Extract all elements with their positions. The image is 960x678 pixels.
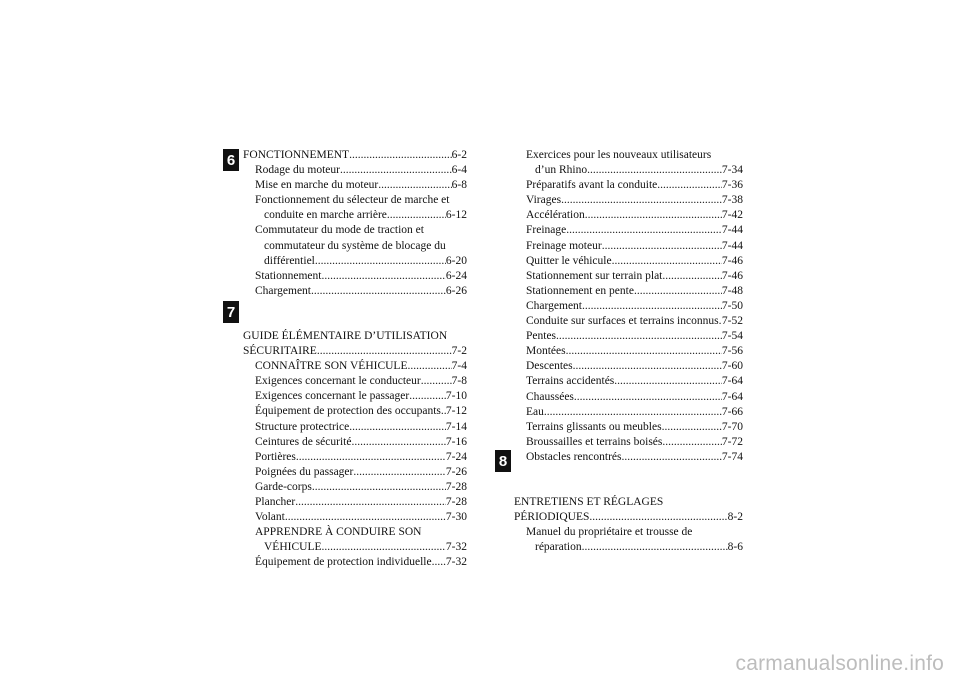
- toc-entry-page: 7-44: [721, 224, 743, 237]
- toc-entry[interactable]: [514, 510, 743, 525]
- toc-entry-title: Exigences concernant le conducteur: [255, 375, 421, 388]
- toc-entry[interactable]: [243, 389, 467, 404]
- toc-entry[interactable]: [514, 254, 743, 269]
- toc-entry-title: CONNAÎTRE SON VÉHICULE: [255, 360, 408, 373]
- toc-entry-title: Eau: [526, 405, 544, 418]
- toc-entry-title: Portières: [255, 450, 296, 463]
- toc-entry-page: 7-34: [721, 164, 743, 177]
- toc-entry[interactable]: [514, 405, 743, 420]
- toc-entry[interactable]: [514, 178, 743, 193]
- toc-entry-title: Mise en marche du moteur: [255, 179, 379, 192]
- toc-entry-page: 7-64: [721, 375, 743, 388]
- toc-entry[interactable]: [514, 223, 743, 238]
- toc-entry-title: Broussailles et terrains boisés: [526, 435, 663, 448]
- toc-entry-page: 8-6: [727, 541, 743, 554]
- toc-entry-page: 6-4: [451, 164, 467, 177]
- toc-entry[interactable]: [243, 208, 467, 223]
- toc-entry-page: 7-74: [721, 450, 743, 463]
- toc-entry-title: Chargement: [526, 299, 582, 312]
- toc-entry-page: 6-2: [451, 149, 467, 161]
- section-tab-8: 8: [495, 450, 511, 472]
- toc-entry-page: 7-56: [721, 345, 743, 358]
- toc-entry[interactable]: [514, 299, 743, 314]
- toc-entry[interactable]: [243, 269, 467, 284]
- toc-entry[interactable]: [243, 254, 467, 269]
- toc-entry[interactable]: [514, 450, 743, 465]
- toc-entry[interactable]: [243, 510, 467, 525]
- toc-entry-title: réparation: [535, 541, 582, 554]
- toc-entry[interactable]: [514, 329, 743, 344]
- toc-entry-page: 6-24: [445, 269, 467, 282]
- toc-entry-page: 7-48: [721, 284, 743, 297]
- toc-entry-page: 7-26: [445, 465, 467, 478]
- toc-entry-page: 7-42: [721, 209, 743, 222]
- toc-entry-title: Exigences concernant le passager: [255, 390, 410, 403]
- toc-entry[interactable]: [514, 314, 743, 329]
- toc-entry-page: 6-12: [445, 209, 467, 222]
- toc-entry[interactable]: [514, 359, 743, 374]
- toc-entry[interactable]: [243, 555, 467, 570]
- toc-entry-page: 7-54: [721, 330, 743, 343]
- toc-entry-title: Obstacles rencontrés: [526, 450, 622, 463]
- toc-entry-page: 7-52: [721, 315, 743, 328]
- toc-entry-title: Équipement de protection des occupants: [255, 405, 441, 418]
- toc-entry-page: 7-38: [721, 194, 743, 207]
- toc-entry[interactable]: [514, 163, 743, 178]
- toc-entry-page: 7-32: [445, 556, 467, 569]
- toc-entry-title: Descentes: [526, 360, 573, 373]
- toc-entry-title: Stationnement: [255, 269, 322, 282]
- toc-entry-continued: APPRENDRE À CONDUIRE SON: [255, 526, 422, 539]
- toc-entry-continued: Fonctionnement du sélecteur de marche et: [255, 194, 450, 207]
- toc-entry[interactable]: [514, 269, 743, 284]
- toc-entry-page: 7-8: [451, 375, 467, 388]
- toc-entry-title: d’un Rhino: [535, 164, 588, 177]
- toc-entry-page: 6-26: [445, 284, 467, 297]
- toc-entry-title: Quitter le véhicule: [526, 254, 612, 267]
- toc-entry-page: 7-28: [445, 480, 467, 493]
- toc-entry[interactable]: [514, 239, 743, 254]
- toc-entry[interactable]: [514, 540, 743, 555]
- toc-entry[interactable]: [243, 163, 467, 178]
- toc-entry[interactable]: [243, 148, 467, 163]
- toc-entry-page: 7-4: [451, 360, 467, 373]
- toc-entry[interactable]: [243, 374, 467, 389]
- toc-entry-title: Stationnement en pente: [526, 284, 634, 297]
- toc-entry-page: 7-50: [721, 299, 743, 312]
- toc-entry-page: 7-64: [721, 390, 743, 403]
- toc-entry-continued: GUIDE ÉLÉMENTAIRE D’UTILISATION: [243, 329, 448, 342]
- toc-entry-page: 7-14: [445, 420, 467, 433]
- toc-entry-title: Terrains glissants ou meubles: [526, 420, 662, 433]
- section-tab-7: 7: [223, 301, 239, 323]
- toc-entry[interactable]: [514, 435, 743, 450]
- toc-entry[interactable]: [243, 420, 467, 435]
- toc-entry-page: 7-72: [721, 435, 743, 448]
- toc-entry-page: 7-46: [721, 269, 743, 282]
- toc-entry-title: conduite en marche arrière: [264, 209, 387, 222]
- toc-entry-page: 7-32: [445, 541, 467, 554]
- toc-entry-title: VÉHICULE: [264, 541, 322, 554]
- toc-entry-page: 7-46: [721, 254, 743, 267]
- toc-entry[interactable]: [243, 344, 467, 359]
- toc-entry-page: 7-28: [445, 495, 467, 508]
- toc-entry-title: Équipement de protection individuelle: [255, 556, 432, 569]
- toc-entry[interactable]: [243, 404, 467, 419]
- toc-entry-title: Chaussées: [526, 390, 574, 403]
- toc-entry-page: 7-10: [445, 390, 467, 403]
- toc-entry[interactable]: [243, 435, 467, 450]
- toc-entry[interactable]: [243, 284, 467, 299]
- toc-entry-page: 7-70: [721, 420, 743, 433]
- toc-entry-title: Freinage moteur: [526, 239, 602, 252]
- toc-entry-title: Montées: [526, 345, 566, 358]
- toc-entry[interactable]: [514, 284, 743, 299]
- toc-entry[interactable]: [514, 420, 743, 435]
- section-tab-6: 6: [223, 149, 239, 171]
- toc-entry-continued: Manuel du propriétaire et trousse de: [526, 526, 693, 539]
- toc-entry-page: 8-2: [727, 511, 743, 524]
- toc-entry-title: Accélération: [526, 209, 585, 222]
- toc-column-right: [514, 148, 743, 555]
- toc-entry-title: PÉRIODIQUES: [514, 511, 590, 524]
- toc-entry[interactable]: [243, 359, 467, 374]
- toc-column-left: [243, 148, 467, 570]
- toc-entry[interactable]: [514, 390, 743, 405]
- toc-entry-title: Structure protectrice: [255, 420, 350, 433]
- toc-entry-title: différentiel: [264, 254, 315, 267]
- toc-entry-title: FONCTIONNEMENT: [243, 149, 350, 161]
- toc-entry-continued: ENTRETIENS ET RÉGLAGES: [514, 495, 664, 508]
- toc-entry-title: Stationnement sur terrain plat: [526, 269, 663, 282]
- toc-entry-title: Garde-corps: [255, 480, 312, 493]
- toc-entry[interactable]: [514, 193, 743, 208]
- toc-entry-title: Plancher: [255, 495, 296, 508]
- toc-entry-title: Virages: [526, 194, 562, 207]
- toc-entry-continued: Commutateur du mode de traction et: [255, 224, 424, 237]
- toc-entry-title: Rodage du moteur: [255, 164, 340, 177]
- toc-entry-title: Conduite sur surfaces et terrains inconnus: [526, 315, 719, 328]
- toc-entry-page: 7-16: [445, 435, 467, 448]
- toc-entry-continued: Exercices pour les nouveaux utilisateurs: [526, 149, 712, 161]
- toc-entry[interactable]: [243, 465, 467, 480]
- toc-entry[interactable]: [243, 540, 467, 555]
- toc-entry-page: 7-36: [721, 179, 743, 192]
- toc-entry[interactable]: [514, 374, 743, 389]
- toc-entry-page: 7-2: [451, 345, 467, 358]
- toc-entry-page: 7-30: [445, 511, 467, 524]
- toc-entry[interactable]: [243, 495, 467, 510]
- toc-entry[interactable]: [243, 178, 467, 193]
- toc-entry-page: 7-24: [445, 450, 467, 463]
- toc-entry-title: Volant: [255, 511, 285, 524]
- toc-entry-title: Ceintures de sécurité: [255, 435, 352, 448]
- toc-entry-continued: commutateur du système de blocage du: [264, 239, 446, 252]
- toc-entry[interactable]: [243, 450, 467, 465]
- toc-entry-page: 7-12: [445, 405, 467, 418]
- toc-entry-page: 7-60: [721, 360, 743, 373]
- toc-entry-title: Freinage: [526, 224, 567, 237]
- toc-entry-page: 7-66: [721, 405, 743, 418]
- toc-entry-title: Poignées du passager: [255, 465, 354, 478]
- toc-entry-title: SÉCURITAIRE: [243, 345, 317, 358]
- toc-entry-title: Préparatifs avant la conduite: [526, 179, 658, 192]
- toc-entry-page: 7-44: [721, 239, 743, 252]
- toc-entry-page: 6-8: [451, 179, 467, 192]
- toc-entry[interactable]: [514, 344, 743, 359]
- toc-entry-title: Pentes: [526, 330, 557, 343]
- toc-entry-title: Chargement: [255, 284, 311, 297]
- toc-entry[interactable]: [514, 208, 743, 223]
- watermark: carmanualsonline.info: [735, 652, 944, 675]
- toc-entry[interactable]: [243, 480, 467, 495]
- toc-entry-page: 6-20: [445, 254, 467, 267]
- toc-entry-title: Terrains accidentés: [526, 375, 615, 388]
